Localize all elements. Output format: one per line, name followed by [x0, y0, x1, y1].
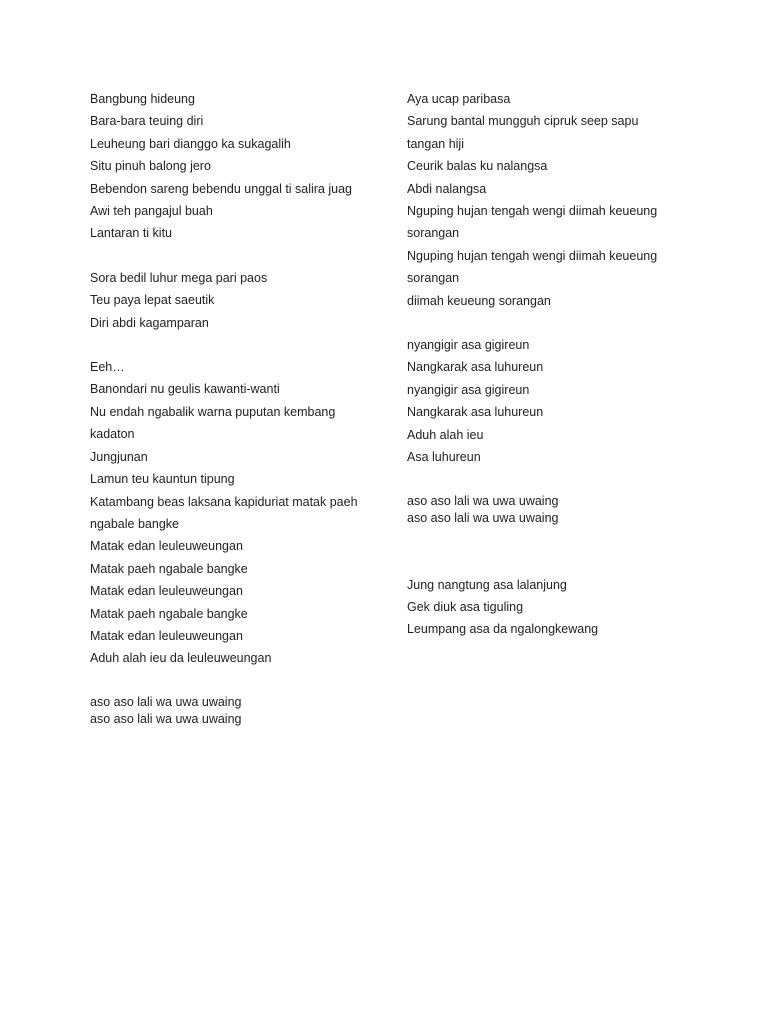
- lyric-line: sorangan: [407, 271, 460, 286]
- lyric-line: Nangkarak asa luhureun: [407, 405, 544, 420]
- right-column: [407, 88, 682, 641]
- lyric-line: Ceurik balas ku nalangsa: [407, 159, 548, 174]
- lyric-line: nyangigir asa gigireun: [407, 382, 530, 397]
- lyric-line: Aya ucap paribasa: [407, 92, 511, 106]
- lyric-line: Aduh alah ieu: [407, 427, 484, 442]
- lyric-line: Sora bedil luhur mega pari paos: [90, 270, 268, 285]
- lyric-line: aso aso lali wa uwa uwaing: [407, 511, 559, 525]
- lyric-line: Aduh alah ieu da leuleuweungan: [90, 651, 272, 666]
- lyric-line: Leumpang asa da ngalongkewang: [407, 622, 599, 637]
- lyric-line: Lamun teu kauntun tipung: [90, 472, 235, 487]
- right-stanza-2: [407, 334, 682, 468]
- stanza-gap: [407, 469, 682, 491]
- lyric-line: aso aso lali wa uwa uwaing: [90, 694, 242, 709]
- lyric-line: Abdi nalangsa: [407, 181, 487, 196]
- left-stanza-2: [90, 267, 380, 334]
- lyric-line: Situ pinuh balong jero: [90, 159, 211, 174]
- lyric-line: Nu endah ngabalik warna puputan kembang: [90, 404, 336, 419]
- lyric-line: Jung nangtung asa lalanjung: [407, 577, 567, 592]
- lyric-line: Matak edan leuleuweungan: [90, 584, 243, 599]
- lyric-line: kadaton: [90, 427, 135, 442]
- right-stanza-3: [407, 493, 682, 528]
- lyric-line: Matak edan leuleuweungan: [90, 539, 243, 554]
- lyric-line: Gek diuk asa tiguling: [407, 599, 524, 614]
- lyric-line: Matak edan leuleuweungan: [90, 628, 243, 643]
- left-column: [90, 88, 380, 731]
- lyric-line: Jungjunan: [90, 449, 148, 464]
- lyric-line: Asa luhureun: [407, 450, 481, 465]
- lyric-line: Nguping hujan tengah wengi diimah keueung: [407, 248, 658, 263]
- lyric-line: Leuheung bari dianggo ka sukagalih: [90, 136, 291, 151]
- left-stanza-1: [90, 88, 380, 245]
- lyric-line: Diri abdi kagamparan: [90, 315, 209, 330]
- left-stanza-3: [90, 356, 380, 670]
- lyric-line: Matak paeh ngabale bangke: [90, 606, 248, 621]
- lyric-line: Sarung bantal mungguh cipruk seep sapu: [407, 114, 639, 129]
- lyric-line: Bangbung hideung: [90, 92, 195, 106]
- stanza-gap: [407, 530, 682, 574]
- lyric-line: ngabale bangke: [90, 516, 179, 531]
- lyric-line: Matak paeh ngabale bangke: [90, 561, 248, 576]
- right-stanza-1: [407, 88, 682, 312]
- lyric-line: aso aso lali wa uwa uwaing: [407, 493, 559, 508]
- lyric-line: tangan hiji: [407, 136, 464, 151]
- stanza-gap: [90, 334, 380, 356]
- stanza-gap: [407, 312, 682, 334]
- lyric-line: Eeh…: [90, 360, 125, 375]
- lyric-line: aso aso lali wa uwa uwaing: [90, 712, 242, 727]
- lyric-line: Banondari nu geulis kawanti-wanti: [90, 382, 280, 397]
- lyric-line: Bara-bara teuing diri: [90, 114, 204, 129]
- lyric-line: sorangan: [407, 226, 460, 241]
- lyric-line: Awi teh pangajul buah: [90, 204, 213, 219]
- stanza-gap: [90, 670, 380, 692]
- right-stanza-4: [407, 574, 682, 641]
- left-stanza-4: [90, 694, 380, 729]
- lyric-line: Lantaran ti kitu: [90, 226, 172, 241]
- lyric-line: Teu paya lepat saeutik: [90, 293, 215, 308]
- lyric-line: diimah keueung sorangan: [407, 293, 551, 308]
- lyric-line: nyangigir asa gigireun: [407, 338, 530, 353]
- stanza-gap: [90, 245, 380, 267]
- lyric-line: Katambang beas laksana kapiduriat matak paeh: [90, 494, 358, 509]
- lyric-line: Bebendon sareng bebendu unggal ti salira juag: [90, 181, 353, 196]
- lyric-line: Nguping hujan tengah wengi diimah keueung: [407, 204, 658, 219]
- lyric-line: Nangkarak asa luhureun: [407, 360, 544, 375]
